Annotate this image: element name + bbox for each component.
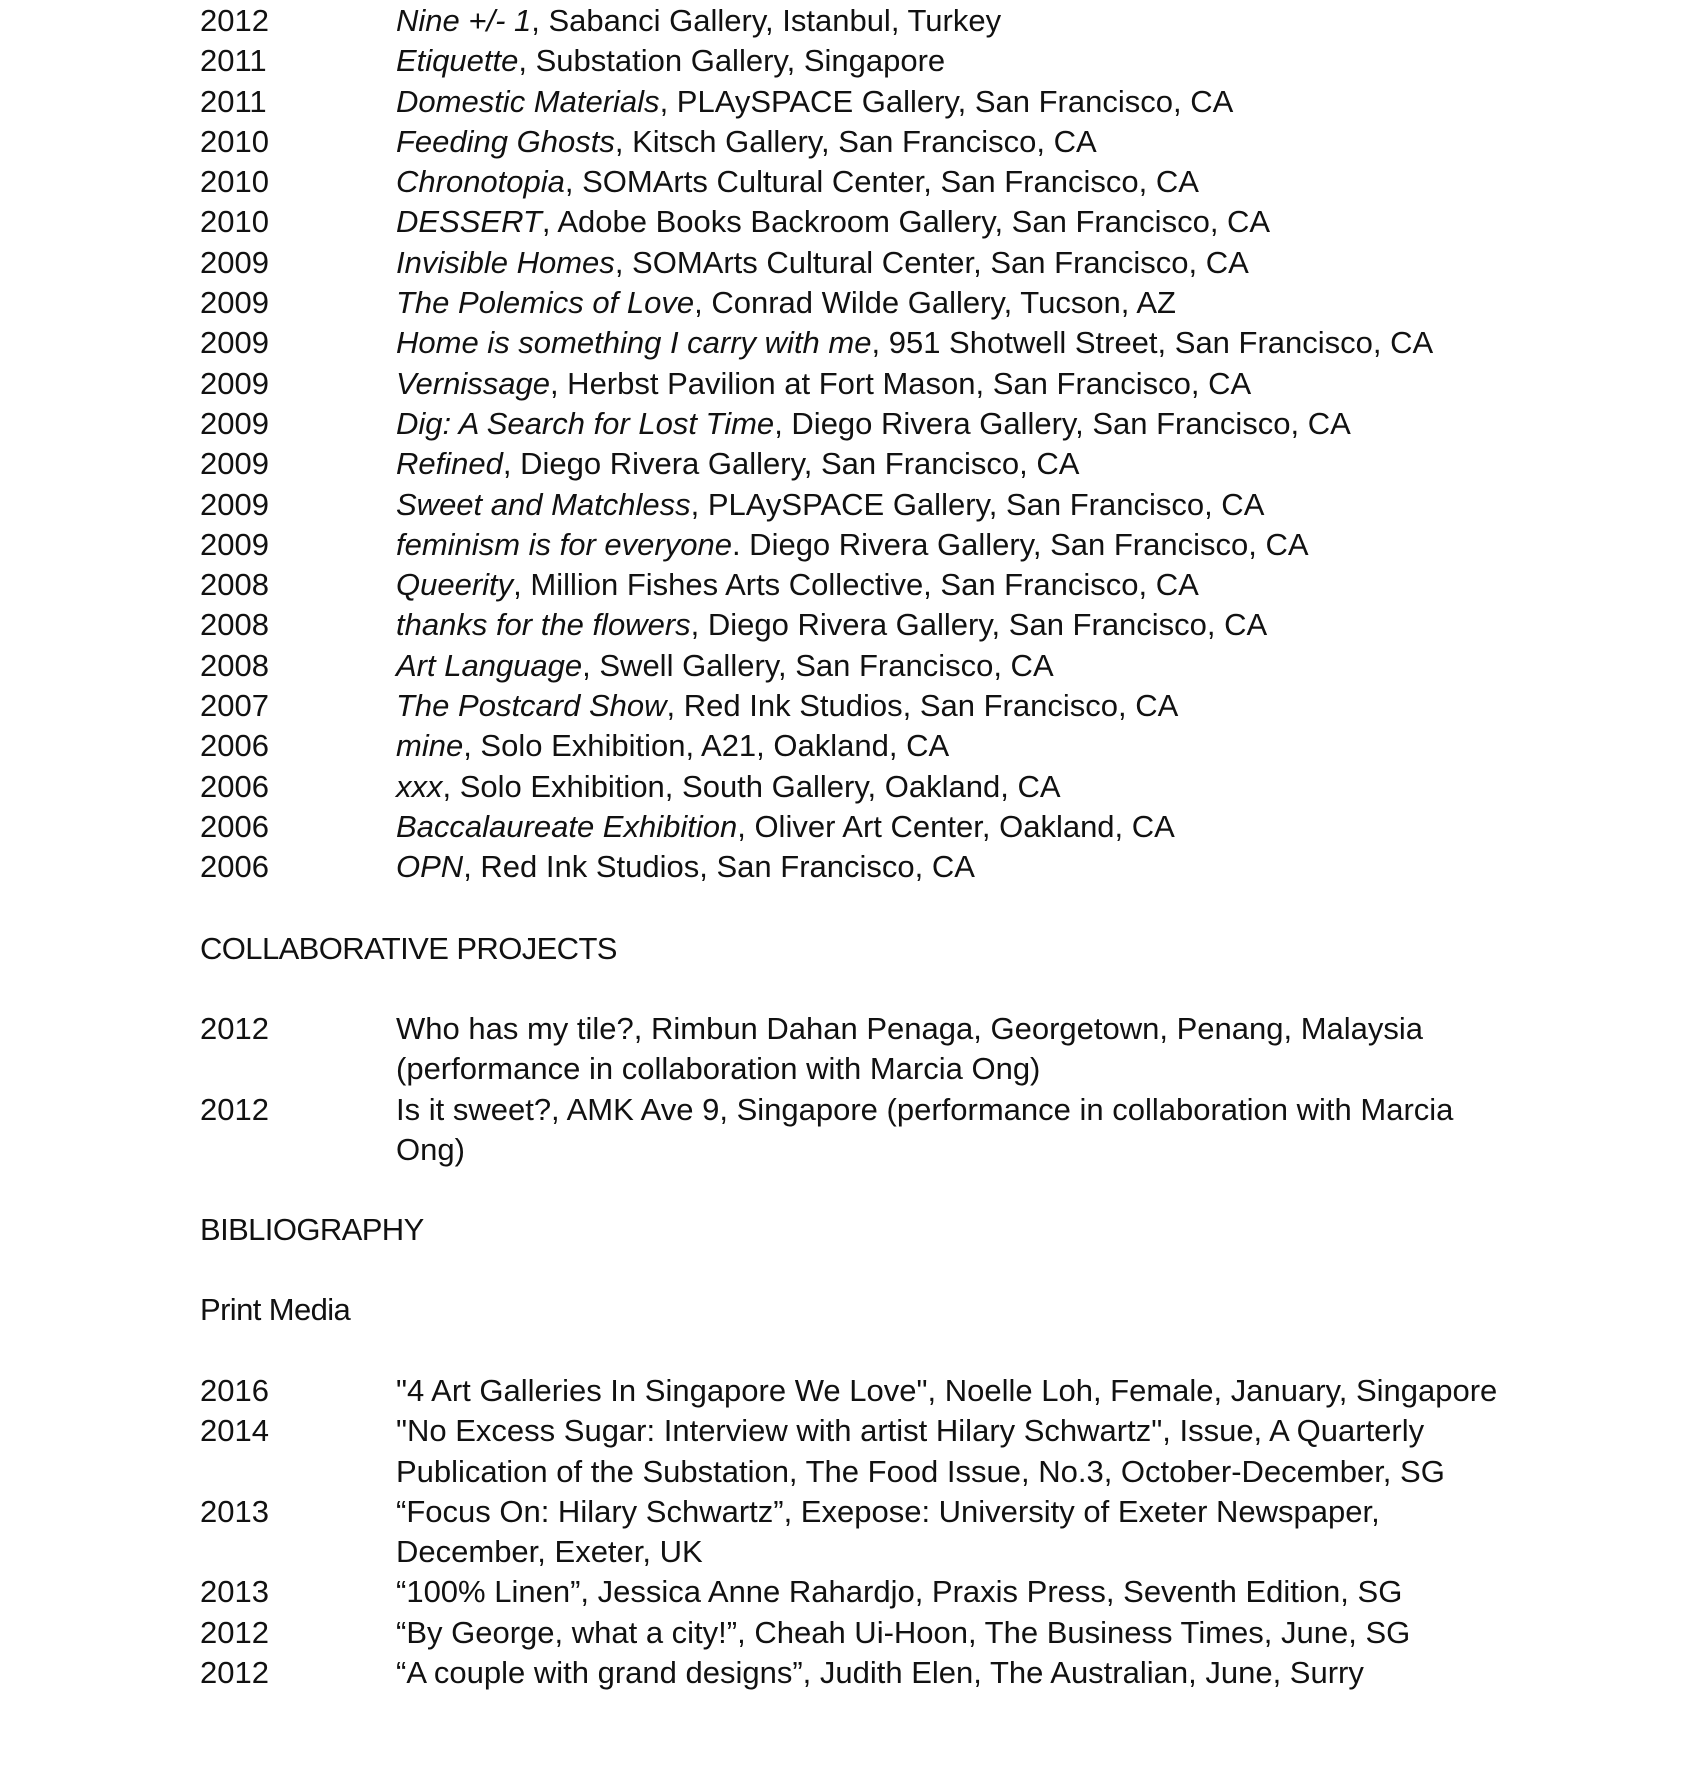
exhibition-entry bbox=[200, 41, 1500, 81]
exhibition-title: Baccalaureate Exhibition bbox=[396, 808, 738, 844]
exhibition-title: Home is something I carry with me bbox=[396, 325, 872, 361]
bibliography-entry bbox=[200, 1371, 1500, 1411]
exhibition-title: Dig: A Search for Lost Time bbox=[396, 405, 775, 441]
exhibition-venue: , Substation Gallery, Singapore bbox=[518, 43, 946, 79]
exhibition-entry bbox=[200, 686, 1500, 726]
entry-year: 2009 bbox=[200, 526, 269, 562]
bibliography-list bbox=[200, 1371, 1500, 1693]
exhibition-entry bbox=[200, 162, 1500, 202]
exhibition-entry bbox=[200, 525, 1500, 565]
exhibition-venue: , Adobe Books Backroom Gallery, San Francisco, CA bbox=[541, 204, 1271, 240]
exhibition-venue: , Diego Rivera Gallery, San Francisco, CA bbox=[690, 607, 1268, 643]
entry-year: 2010 bbox=[200, 164, 269, 200]
exhibition-entry bbox=[200, 243, 1500, 283]
entry-text: Is it sweet?, AMK Ave 9, Singapore (performance in collaboration with Marcia Ong) bbox=[396, 1091, 1454, 1167]
exhibition-title: Refined bbox=[396, 446, 503, 482]
exhibition-title: The Postcard Show bbox=[396, 688, 667, 724]
exhibition-venue: , SOMArts Cultural Center, San Francisco, CA bbox=[614, 244, 1249, 280]
section-heading-bibliography: BIBLIOGRAPHY bbox=[200, 1212, 424, 1247]
exhibition-venue: , Diego Rivera Gallery, San Francisco, CA bbox=[502, 446, 1080, 482]
exhibition-venue: , Solo Exhibition, A21, Oakland, CA bbox=[463, 728, 950, 764]
exhibition-title: Feeding Ghosts bbox=[396, 123, 615, 159]
entry-year: 2007 bbox=[200, 688, 269, 724]
exhibition-venue: , Swell Gallery, San Francisco, CA bbox=[582, 647, 1054, 683]
exhibition-entry bbox=[200, 726, 1500, 766]
exhibition-entry bbox=[200, 202, 1500, 242]
exhibition-venue: , 951 Shotwell Street, San Francisco, CA bbox=[871, 325, 1434, 361]
exhibition-venue: , Solo Exhibition, South Gallery, Oakland, CA bbox=[442, 768, 1061, 804]
exhibition-title: Vernissage bbox=[396, 365, 550, 401]
entry-year: 2009 bbox=[200, 405, 269, 441]
exhibition-venue: , Million Fishes Arts Collective, San Francisco, CA bbox=[513, 567, 1199, 603]
entry-year: 2012 bbox=[200, 3, 269, 38]
exhibition-venue: , PLAySPACE Gallery, San Francisco, CA bbox=[690, 486, 1265, 522]
exhibition-title: Invisible Homes bbox=[396, 244, 615, 280]
entry-year: 2006 bbox=[200, 728, 269, 764]
exhibition-entry bbox=[200, 1, 1500, 41]
entry-year: 2012 bbox=[200, 1011, 269, 1046]
exhibition-entry bbox=[200, 122, 1500, 162]
entry-year: 2012 bbox=[200, 1091, 269, 1127]
exhibition-entry bbox=[200, 646, 1500, 686]
exhibition-entry bbox=[200, 82, 1500, 122]
entry-year: 2012 bbox=[200, 1614, 269, 1650]
exhibitions-list bbox=[200, 1, 1500, 888]
exhibition-title: Etiquette bbox=[396, 43, 519, 79]
entry-year: 2010 bbox=[200, 204, 269, 240]
exhibition-venue: , PLAySPACE Gallery, San Francisco, CA bbox=[659, 83, 1234, 119]
collaborative-list bbox=[200, 1009, 1500, 1170]
exhibition-title: Art Language bbox=[396, 647, 583, 683]
exhibition-venue: , Sabanci Gallery, Istanbul, Turkey bbox=[531, 3, 1002, 38]
exhibition-entry bbox=[200, 807, 1500, 847]
entry-year: 2009 bbox=[200, 365, 269, 401]
entry-year: 2011 bbox=[200, 43, 267, 79]
entry-year: 2006 bbox=[200, 808, 269, 844]
entry-year: 2009 bbox=[200, 325, 269, 361]
exhibition-venue: , Kitsch Gallery, San Francisco, CA bbox=[614, 123, 1097, 159]
exhibition-entry bbox=[200, 767, 1500, 807]
entry-year: 2013 bbox=[200, 1574, 269, 1610]
entry-year: 2011 bbox=[200, 83, 267, 119]
entry-text: "4 Art Galleries In Singapore We Love", Noelle Loh, Female, January, Singapore bbox=[396, 1373, 1498, 1408]
exhibition-entry bbox=[200, 323, 1500, 363]
exhibition-title: Queerity bbox=[396, 567, 514, 603]
entry-year: 2006 bbox=[200, 849, 269, 885]
collaborative-entry bbox=[200, 1009, 1500, 1090]
exhibition-title: OPN bbox=[396, 849, 464, 885]
entry-year: 2010 bbox=[200, 123, 269, 159]
exhibition-title: Nine +/- 1 bbox=[396, 3, 532, 38]
entry-year: 2014 bbox=[200, 1413, 269, 1449]
bibliography-entry bbox=[200, 1613, 1500, 1653]
exhibition-entry bbox=[200, 283, 1500, 323]
exhibition-title: DESSERT bbox=[396, 204, 542, 240]
entry-year: 2006 bbox=[200, 768, 269, 804]
subheading-print-media: Print Media bbox=[200, 1292, 351, 1327]
bibliography-entry bbox=[200, 1492, 1500, 1573]
entry-year: 2013 bbox=[200, 1493, 269, 1529]
exhibition-entry bbox=[200, 605, 1500, 645]
entry-year: 2008 bbox=[200, 647, 269, 683]
entry-text: “A couple with grand designs”, Judith Elen, The Australian, June, Surry bbox=[396, 1655, 1364, 1691]
exhibition-venue: , Red Ink Studios, San Francisco, CA bbox=[463, 849, 975, 885]
entry-year: 2012 bbox=[200, 1655, 269, 1691]
exhibition-title: Sweet and Matchless bbox=[396, 486, 691, 522]
exhibition-title: Domestic Materials bbox=[396, 83, 660, 119]
exhibition-entry bbox=[200, 847, 1500, 887]
entry-text: Who has my tile?, Rimbun Dahan Penaga, Georgetown, Penang, Malaysia (performance in collaboration with Marcia Ong) bbox=[396, 1011, 1424, 1087]
exhibition-venue: , SOMArts Cultural Center, San Francisco, CA bbox=[564, 164, 1199, 200]
collaborative-entry bbox=[200, 1090, 1500, 1171]
exhibition-title: The Polemics of Love bbox=[396, 285, 695, 321]
entry-year: 2016 bbox=[200, 1373, 269, 1408]
exhibition-venue: , Oliver Art Center, Oakland, CA bbox=[737, 808, 1175, 844]
exhibition-title: mine bbox=[396, 728, 464, 764]
entry-text: “Focus On: Hilary Schwartz”, Exepose: University of Exeter Newspaper, December, Exeter, UK bbox=[396, 1493, 1380, 1570]
exhibition-venue: , Conrad Wilde Gallery, Tucson, AZ bbox=[694, 285, 1176, 321]
entry-year: 2009 bbox=[200, 446, 269, 482]
exhibition-venue: , Red Ink Studios, San Francisco, CA bbox=[666, 688, 1179, 724]
bibliography-entry bbox=[200, 1572, 1500, 1612]
entry-year: 2008 bbox=[200, 567, 269, 603]
exhibition-entry bbox=[200, 565, 1500, 605]
section-heading-collaborative: COLLABORATIVE PROJECTS bbox=[200, 931, 617, 966]
entry-text: “By George, what a city!”, Cheah Ui-Hoon, The Business Times, June, SG bbox=[396, 1614, 1411, 1650]
exhibition-entry bbox=[200, 485, 1500, 525]
exhibition-title: thanks for the flowers bbox=[396, 607, 691, 643]
entry-year: 2009 bbox=[200, 244, 269, 280]
entry-text: “100% Linen”, Jessica Anne Rahardjo, Praxis Press, Seventh Edition, SG bbox=[396, 1574, 1403, 1610]
exhibition-title: feminism is for everyone bbox=[396, 526, 732, 562]
bibliography-entry bbox=[200, 1411, 1500, 1492]
entry-year: 2009 bbox=[200, 285, 269, 321]
exhibition-venue: , Herbst Pavilion at Fort Mason, San Francisco, CA bbox=[549, 365, 1252, 401]
entry-year: 2009 bbox=[200, 486, 269, 522]
exhibition-title: xxx bbox=[396, 768, 443, 804]
entry-text: "No Excess Sugar: Interview with artist Hilary Schwartz", Issue, A Quarterly Publication of the Substation, The Food Issue, No.3, October-December, SG bbox=[396, 1413, 1445, 1489]
exhibition-venue: , Diego Rivera Gallery, San Francisco, CA bbox=[774, 405, 1351, 441]
exhibition-entry bbox=[200, 404, 1500, 444]
entry-year: 2008 bbox=[200, 607, 269, 643]
exhibition-entry bbox=[200, 364, 1500, 404]
exhibition-venue: . Diego Rivera Gallery, San Francisco, CA bbox=[731, 526, 1309, 562]
exhibition-title: Chronotopia bbox=[396, 164, 565, 200]
exhibition-entry bbox=[200, 444, 1500, 484]
bibliography-entry bbox=[200, 1653, 1500, 1693]
